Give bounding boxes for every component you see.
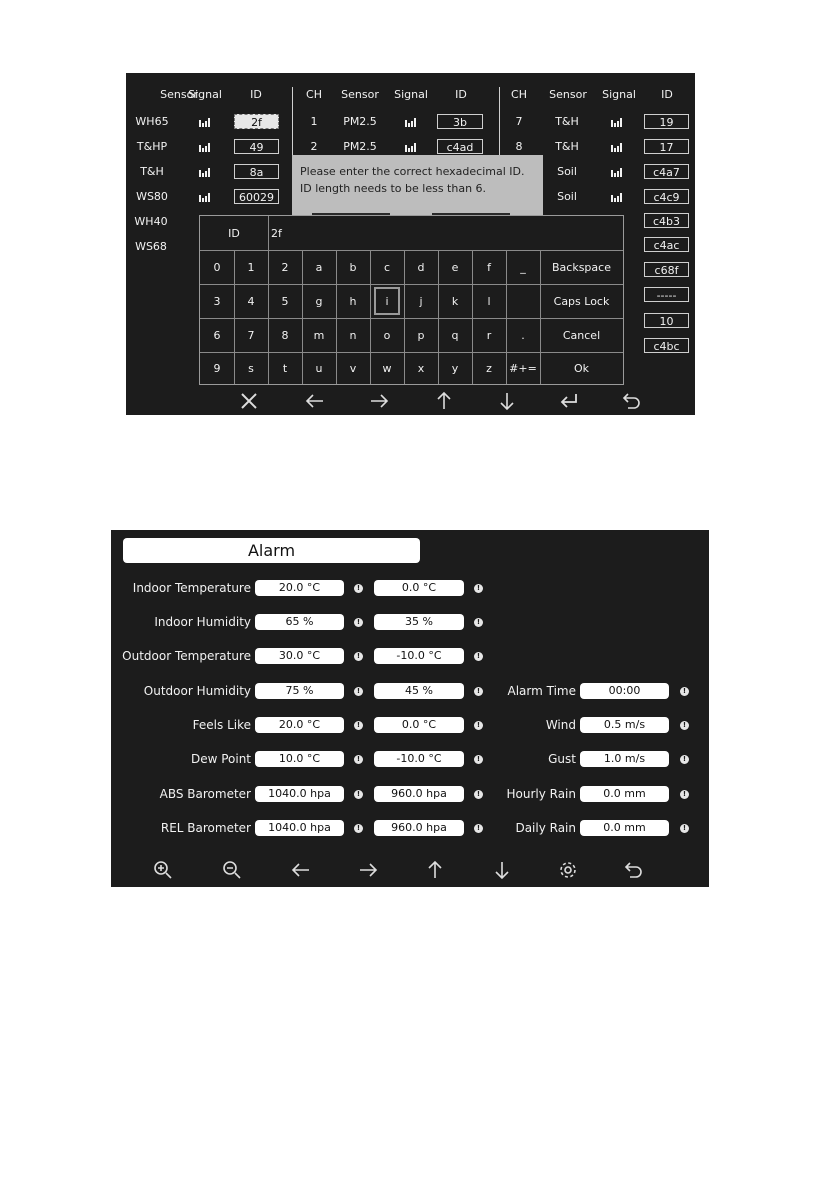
zoom-in-icon[interactable] [151, 858, 175, 882]
column-header: Signal [394, 88, 428, 101]
column-header: ID [661, 88, 673, 101]
sensor-name: T&H [555, 140, 579, 153]
keyboard-key[interactable]: n [349, 328, 357, 342]
keyboard-key[interactable]: t [282, 361, 288, 375]
signal-icon [405, 116, 418, 127]
keyboard-key[interactable]: h [349, 294, 357, 308]
alarm-high-value[interactable]: 75 % [255, 683, 344, 699]
arrow-left-icon[interactable] [289, 858, 313, 882]
sensor-name: PM2.5 [343, 140, 377, 153]
keyboard-key[interactable]: m [313, 328, 325, 342]
keyboard-key[interactable]: r [486, 328, 492, 342]
alarm-label: REL Barometer [160, 821, 251, 835]
keyboard-key[interactable]: u [315, 361, 323, 375]
gear-icon[interactable] [556, 858, 580, 882]
key-cancel[interactable]: Cancel [562, 328, 601, 342]
alarm-high-value[interactable]: 20.0 °C [255, 580, 344, 596]
alarm-label: ABS Barometer [159, 787, 251, 801]
arrow-right-icon[interactable] [367, 389, 391, 413]
alarm-high-value[interactable]: 65 % [255, 614, 344, 630]
channel-number: 1 [310, 115, 318, 128]
keyboard-key[interactable]: 5 [281, 294, 289, 308]
sensor-id-field[interactable]: c4a7 [644, 164, 689, 179]
sensor-name: T&HP [136, 140, 168, 153]
column-header: Sensor [160, 88, 198, 101]
alarm-value[interactable]: 00:00 [580, 683, 669, 699]
arrow-left-icon[interactable] [303, 389, 327, 413]
alarm-label: Alarm Time [507, 684, 576, 698]
signal-icon [199, 166, 212, 177]
alarm-toggle-icon[interactable]: ! [474, 721, 483, 730]
sensor-id-field[interactable]: ----- [644, 287, 689, 302]
alarm-value[interactable]: 0.0 mm [580, 820, 669, 836]
alarm-label: Indoor Temperature [132, 581, 251, 595]
sensor-id-field[interactable]: c4ac [644, 237, 689, 252]
column-header: Sensor [549, 88, 587, 101]
keyboard-key[interactable]: s [248, 361, 254, 375]
channel-number: 2 [310, 140, 318, 153]
alarm-high-value[interactable]: 10.0 °C [255, 751, 344, 767]
keyboard-key[interactable]: i [370, 284, 404, 318]
undo-icon[interactable] [620, 389, 644, 413]
sensor-id-field[interactable]: c4c9 [644, 189, 689, 204]
alarm-toggle-icon[interactable]: ! [474, 824, 483, 833]
alarm-toggle-icon[interactable]: ! [354, 652, 363, 661]
sensor-id-field[interactable]: 19 [644, 114, 689, 129]
keyboard-key[interactable]: b [349, 260, 357, 274]
alarm-low-value[interactable]: 960.0 hpa [374, 820, 464, 836]
alarm-label: Hourly Rain [506, 787, 576, 801]
sensor-name: Soil [557, 165, 577, 178]
alarm-toggle-icon[interactable]: ! [680, 790, 689, 799]
keyboard-key[interactable]: k [451, 294, 459, 308]
enter-icon[interactable] [557, 389, 581, 413]
alarm-screen [111, 530, 709, 887]
key-caps-lock[interactable]: Caps Lock [553, 294, 610, 308]
alarm-toggle-icon[interactable]: ! [680, 687, 689, 696]
keyboard-key[interactable]: w [382, 361, 392, 375]
alarm-low-value[interactable]: -10.0 °C [374, 648, 464, 664]
alarm-label: Outdoor Temperature [122, 649, 251, 663]
sensor-name: T&H [140, 165, 164, 178]
column-header: ID [250, 88, 262, 101]
column-header: Signal [188, 88, 222, 101]
keyboard-key[interactable]: p [417, 328, 425, 342]
alarm-label: Indoor Humidity [154, 615, 251, 629]
keyboard-key[interactable]: j [419, 294, 423, 308]
keyboard-gridline [268, 216, 269, 250]
alarm-high-value[interactable]: 30.0 °C [255, 648, 344, 664]
sensor-id-field[interactable]: 49 [234, 139, 279, 154]
keyboard-key[interactable]: l [487, 294, 491, 308]
alarm-low-value[interactable]: 960.0 hpa [374, 786, 464, 802]
signal-icon [611, 191, 624, 202]
sensor-name: PM2.5 [343, 115, 377, 128]
signal-icon [611, 166, 624, 177]
sensor-id-field[interactable]: c4ad [437, 139, 483, 154]
keyboard-key[interactable]: x [417, 361, 425, 375]
sensor-id-field[interactable]: c68f [644, 262, 689, 277]
signal-icon [199, 191, 212, 202]
alarm-toggle-icon[interactable]: ! [354, 824, 363, 833]
keyboard-key[interactable]: 2 [281, 260, 289, 274]
sensor-name: T&H [555, 115, 579, 128]
sensor-id-field[interactable]: c4b3 [644, 213, 689, 228]
alarm-toggle-icon[interactable]: ! [474, 618, 483, 627]
alarm-low-value[interactable]: 0.0 °C [374, 580, 464, 596]
keyboard-key[interactable]: e [451, 260, 459, 274]
keyboard-key[interactable]: a [315, 260, 323, 274]
sensor-id-screen [126, 73, 695, 415]
sensor-id-field[interactable]: 2f [234, 114, 279, 129]
keyboard-key[interactable]: _ [520, 260, 526, 274]
signal-icon [199, 116, 212, 127]
sensor-name: WS68 [135, 240, 167, 253]
alarm-toggle-icon[interactable]: ! [680, 755, 689, 764]
hex-keyboard [199, 215, 624, 385]
keyboard-id-label: ID [228, 226, 240, 240]
arrow-down-icon[interactable] [490, 858, 514, 882]
keyboard-key[interactable]: 4 [247, 294, 255, 308]
signal-icon [405, 141, 418, 152]
key-ok[interactable]: Ok [573, 361, 590, 375]
keyboard-key[interactable]: o [383, 328, 391, 342]
sensor-name: WS80 [136, 190, 168, 203]
alarm-value[interactable]: 0.0 mm [580, 786, 669, 802]
signal-icon [611, 116, 624, 127]
alarm-label: Outdoor Humidity [143, 684, 251, 698]
arrow-right-icon[interactable] [356, 858, 380, 882]
key-backspace[interactable]: Backspace [552, 260, 611, 274]
channel-number: 7 [515, 115, 523, 128]
alarm-high-value[interactable]: 1040.0 hpa [255, 820, 344, 836]
alarm-toggle-icon[interactable]: ! [474, 584, 483, 593]
alarm-toggle-icon[interactable]: ! [680, 824, 689, 833]
keyboard-key[interactable]: 3 [213, 294, 221, 308]
keyboard-key[interactable]: z [486, 361, 492, 375]
alarm-toggle-icon[interactable]: ! [680, 721, 689, 730]
undo-icon[interactable] [622, 858, 646, 882]
alarm-label: Feels Like [192, 718, 251, 732]
keyboard-key[interactable]: d [417, 260, 425, 274]
sensor-name: WH40 [134, 215, 168, 228]
alarm-toggle-icon[interactable]: ! [474, 755, 483, 764]
page-title: Alarm [123, 538, 420, 563]
arrow-up-icon[interactable] [432, 389, 456, 413]
arrow-down-icon[interactable] [495, 389, 519, 413]
alarm-label: Daily Rain [515, 821, 576, 835]
alarm-toggle-icon[interactable]: ! [474, 652, 483, 661]
alarm-toggle-icon[interactable]: ! [354, 721, 363, 730]
keyboard-key[interactable]: q [451, 328, 459, 342]
alarm-low-value[interactable]: 45 % [374, 683, 464, 699]
sensor-name: Soil [557, 190, 577, 203]
column-header: CH [511, 88, 527, 101]
keyboard-key[interactable]: v [349, 361, 357, 375]
alarm-value[interactable]: 0.5 m/s [580, 717, 669, 733]
keyboard-id-value[interactable]: 2f [271, 226, 282, 240]
keyboard-key[interactable]: 7 [247, 328, 255, 342]
keyboard-key[interactable]: . [521, 328, 525, 342]
alarm-toggle-icon[interactable]: ! [354, 687, 363, 696]
alarm-toggle-icon[interactable]: ! [354, 755, 363, 764]
sensor-id-field[interactable]: c4bc [644, 338, 689, 353]
column-header: ID [455, 88, 467, 101]
alarm-high-value[interactable]: 20.0 °C [255, 717, 344, 733]
alarm-label: Gust [548, 752, 576, 766]
alarm-label: Dew Point [190, 752, 251, 766]
alarm-label: Wind [545, 718, 576, 732]
column-header: Signal [602, 88, 636, 101]
keyboard-key[interactable]: 6 [213, 328, 221, 342]
keyboard-key[interactable]: #+= [509, 361, 537, 375]
sensor-id-field[interactable]: 60029 [234, 189, 279, 204]
alarm-toggle-icon[interactable]: ! [354, 584, 363, 593]
keyboard-key[interactable]: 0 [213, 260, 221, 274]
keyboard-key[interactable]: y [451, 361, 459, 375]
keyboard-key[interactable]: 9 [213, 361, 221, 375]
sensor-id-field[interactable]: 3b [437, 114, 483, 129]
popup-message-line2: ID length needs to be less than 6. [300, 182, 487, 195]
alarm-value[interactable]: 1.0 m/s [580, 751, 669, 767]
column-header: CH [306, 88, 322, 101]
alarm-toggle-icon[interactable]: ! [474, 790, 483, 799]
alarm-toggle-icon[interactable]: ! [474, 687, 483, 696]
signal-icon [611, 141, 624, 152]
column-header: Sensor [341, 88, 379, 101]
zoom-out-icon[interactable] [220, 858, 244, 882]
sensor-name: WH65 [135, 115, 169, 128]
keyboard-key[interactable] [506, 284, 540, 318]
signal-icon [199, 141, 212, 152]
sensor-id-field[interactable]: 10 [644, 313, 689, 328]
keyboard-key[interactable]: 8 [281, 328, 289, 342]
alarm-low-value[interactable]: 0.0 °C [374, 717, 464, 733]
close-icon[interactable] [237, 389, 261, 413]
keyboard-key[interactable]: g [315, 294, 323, 308]
keyboard-key[interactable]: f [487, 260, 491, 274]
keyboard-key[interactable]: c [383, 260, 391, 274]
arrow-up-icon[interactable] [423, 858, 447, 882]
alarm-low-value[interactable]: 35 % [374, 614, 464, 630]
sensor-id-field[interactable]: 17 [644, 139, 689, 154]
channel-number: 8 [515, 140, 523, 153]
alarm-high-value[interactable]: 1040.0 hpa [255, 786, 344, 802]
alarm-toggle-icon[interactable]: ! [354, 790, 363, 799]
keyboard-key[interactable]: 1 [247, 260, 255, 274]
popup-message-line1: Please enter the correct hexadecimal ID. [300, 165, 525, 178]
alarm-low-value[interactable]: -10.0 °C [374, 751, 464, 767]
alarm-toggle-icon[interactable]: ! [354, 618, 363, 627]
sensor-id-field[interactable]: 8a [234, 164, 279, 179]
error-popup [292, 155, 543, 217]
